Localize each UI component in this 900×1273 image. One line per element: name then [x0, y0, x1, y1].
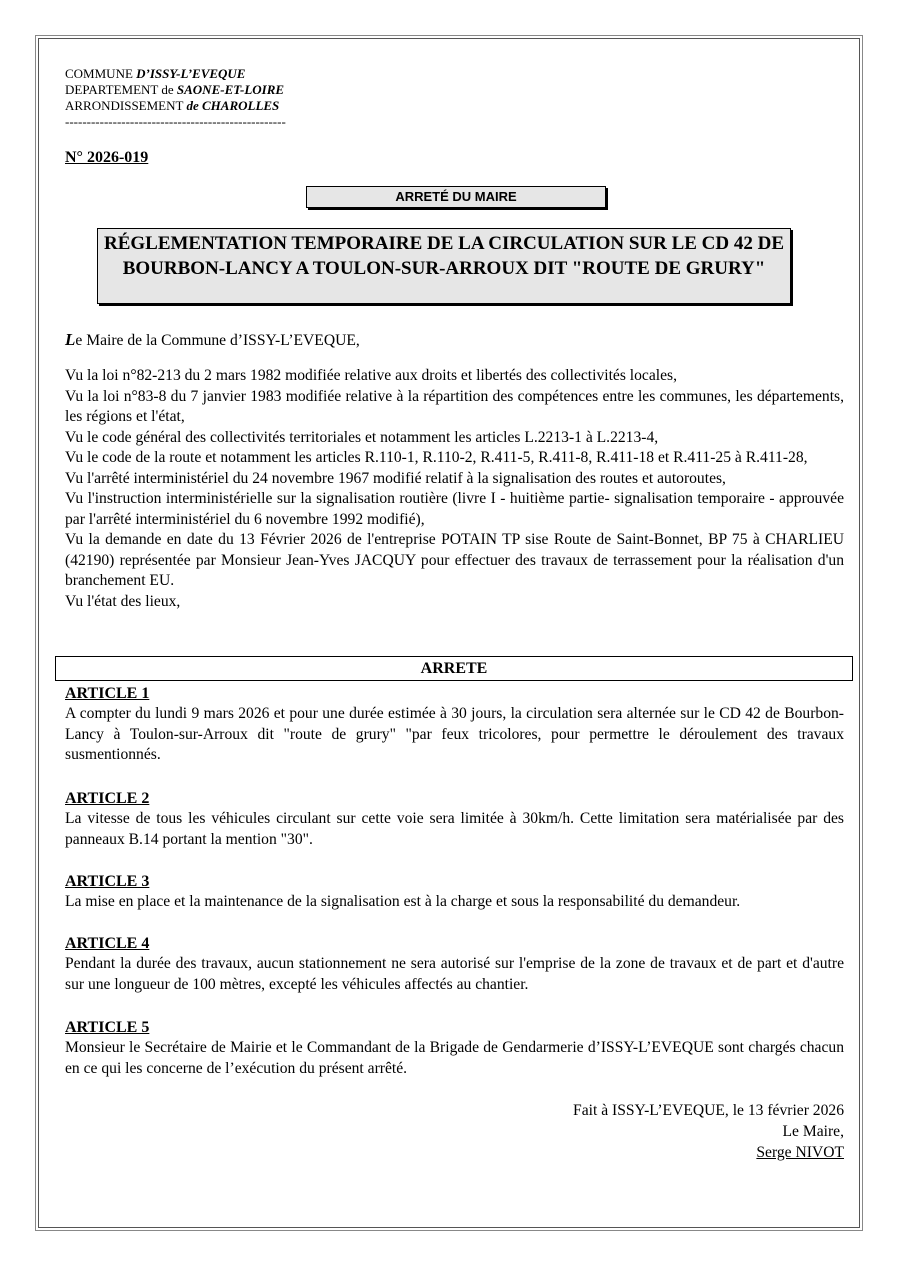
article-3 — [65, 872, 844, 913]
article-1 — [65, 684, 844, 766]
article-text: Pendant la durée des travaux, aucun stationnement ne sera autorisé sur l'emprise de la zone de travaux et de part et d'autre sur une longueur de 100 mètres, excepté les véhicules affectés au chantier. — [65, 955, 844, 993]
header-commune-prefix: COMMUNE — [65, 66, 137, 81]
header-arrondissement-prefix: ARRONDISSEMENT — [65, 98, 187, 113]
article-text: La vitesse de tous les véhicules circulant sur cette voie sera limitée à 30km/h. Cette limitation sera matérialisée par des panneaux B.14 portant la mention "30". — [65, 810, 844, 848]
article-title: ARTICLE 3 — [65, 873, 150, 890]
arrete-number: N° 2026-019 — [65, 149, 149, 166]
header-departement — [65, 82, 286, 98]
vu-item: Vu la demande en date du 13 Février 2026 de l'entreprise POTAIN TP sise Route de Saint-Bonnet, BP 75 à CHARLIEU (42190) représentée par Monsieur Jean-Yves JACQUY pour effectuer des travaux de terrassement pour la réalisation d'un branchement EU. — [65, 531, 844, 589]
commune-header — [65, 66, 286, 130]
arrete-heading: ARRETE — [55, 656, 853, 681]
header-arrondissement-name: de CHAROLLES — [186, 98, 280, 113]
vu-item: Vu la loi n°83-8 du 7 janvier 1983 modifiée relative à la répartition des compétences entre les communes, les départements, les régions et l'état, — [65, 387, 844, 425]
article-title: ARTICLE 5 — [65, 1019, 150, 1036]
signature-role: Le Maire, — [782, 1123, 844, 1140]
article-title: ARTICLE 2 — [65, 790, 150, 807]
article-title: ARTICLE 4 — [65, 935, 150, 952]
article-text: Monsieur le Secrétaire de Mairie et le Commandant de la Brigade de Gendarmerie d’ISSY-L’EVEQUE sont chargés chacun en ce qui les concerne de l’exécution du présent arrêté. — [65, 1039, 844, 1077]
intro-rest: e Maire de la Commune d’ISSY-L’EVEQUE, — [75, 332, 360, 349]
header-commune-name: D’ISSY-L’EVEQUE — [136, 66, 246, 81]
arrete-du-maire-label: ARRETÉ DU MAIRE — [306, 186, 606, 208]
vu-item: Vu le code de la route et notamment les articles R.110-1, R.110-2, R.411-5, R.411-8, R.411-18 et R.411-25 à R.411-28, — [65, 449, 808, 466]
header-separator: --------------------------------------------------- — [65, 114, 286, 129]
article-title: ARTICLE 1 — [65, 685, 150, 702]
vu-list — [65, 366, 844, 612]
article-2 — [65, 789, 844, 850]
vu-item: Vu l'arrêté interministériel du 24 novembre 1967 modifié relatif à la signalisation des routes et autoroutes, — [65, 469, 726, 487]
signature-name: Serge NIVOT — [756, 1144, 844, 1161]
header-departement-prefix: DEPARTEMENT de — [65, 82, 177, 97]
signature-block — [573, 1100, 844, 1163]
article-5 — [65, 1018, 844, 1079]
vu-item: Vu le code général des collectivités territoriales et notamment les articles L.2213-1 à L.2213-4, — [65, 428, 659, 446]
document-title: RÉGLEMENTATION TEMPORAIRE DE LA CIRCULATION SUR LE CD 42 DE BOURBON-LANCY A TOULON-SUR-ARROUX DIT "ROUTE DE GRURY" — [97, 228, 791, 304]
vu-item: Vu l'état des lieux, — [65, 592, 181, 610]
article-text: La mise en place et la maintenance de la signalisation est à la charge et sous la responsabilité du demandeur. — [65, 893, 741, 910]
vu-item: Vu l'instruction interministérielle sur la signalisation routière (livre I - huitième partie- signalisation temporaire - approuvée par l'arrêté interministériel du 6 novembre 1992 modifié), — [65, 490, 844, 528]
vu-item: Vu la loi n°82-213 du 2 mars 1982 modifiée relative aux droits et libertés des collectivités locales, — [65, 367, 677, 384]
intro-line — [65, 330, 844, 352]
header-arrondissement — [65, 98, 286, 114]
header-commune — [65, 66, 286, 82]
intro-first-letter: L — [65, 330, 76, 349]
article-4 — [65, 934, 844, 995]
article-text: A compter du lundi 9 mars 2026 et pour une durée estimée à 30 jours, la circulation sera alternée sur le CD 42 de Bourbon-Lancy à Toulon-sur-Arroux dit "route de grury" "par feux tricolores, pour permettre le déroulement des travaux susmentionnés. — [65, 705, 844, 763]
header-departement-name: SAONE-ET-LOIRE — [176, 82, 285, 97]
signature-place-date: Fait à ISSY-L’EVEQUE, le 13 février 2026 — [573, 1102, 844, 1119]
